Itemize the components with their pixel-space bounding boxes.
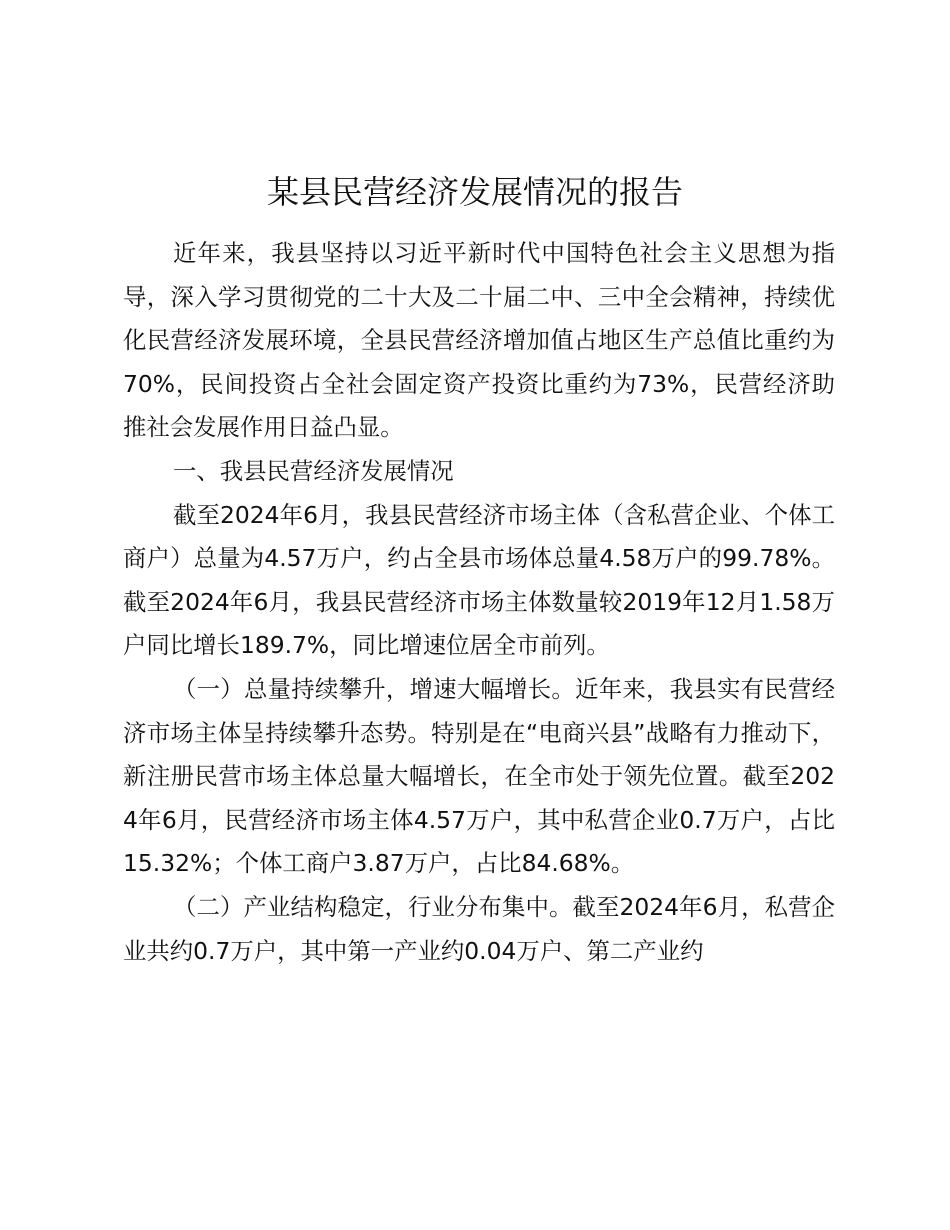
document-body: [123, 232, 835, 973]
section-heading-1: 一、我县民营经济发展情况: [173, 456, 454, 485]
section-1-paragraph: 截至2024年6月，我县民营经济市场主体（含私营企业、个体工商户）总量为4.57万户，约占全县市场体总量4.58万户的99.78%。截至2024年6月，我县民营经济市场主体数量较2019年12月1.58万户同比增长189.7%，同比增速位居全市前列。: [123, 500, 835, 660]
document-title: 某县民营经济发展情况的报告: [266, 173, 683, 211]
intro-paragraph: 近年来，我县坚持以习近平新时代中国特色社会主义思想为指导，深入学习贯彻党的二十大及二十届二中、三中全会精神，持续优化民营经济发展环境，全县民营经济增加值占地区生产总值比重约为70%，民间投资占全社会固定资产投资比重约为73%，民营经济助推社会发展作用日益凸显。: [123, 239, 835, 442]
subsection-1-paragraph: （一）总量持续攀升，增速大幅增长。近年来，我县实有民营经济市场主体呈持续攀升态势。特别是在“电商兴县”战略有力推动下，新注册民营市场主体总量大幅增长，在全市处于领先位置。截至2024年6月，民营经济市场主体4.57万户，其中私营企业0.7万户，占比15.32%；个体工商户3.87万户，占比84.68%。: [123, 674, 835, 878]
subsection-2-paragraph: （二）产业结构稳定，行业分布集中。截至2024年6月，私营企业共约0.7万户，其中第一产业约0.04万户、第二产业约: [123, 892, 835, 965]
